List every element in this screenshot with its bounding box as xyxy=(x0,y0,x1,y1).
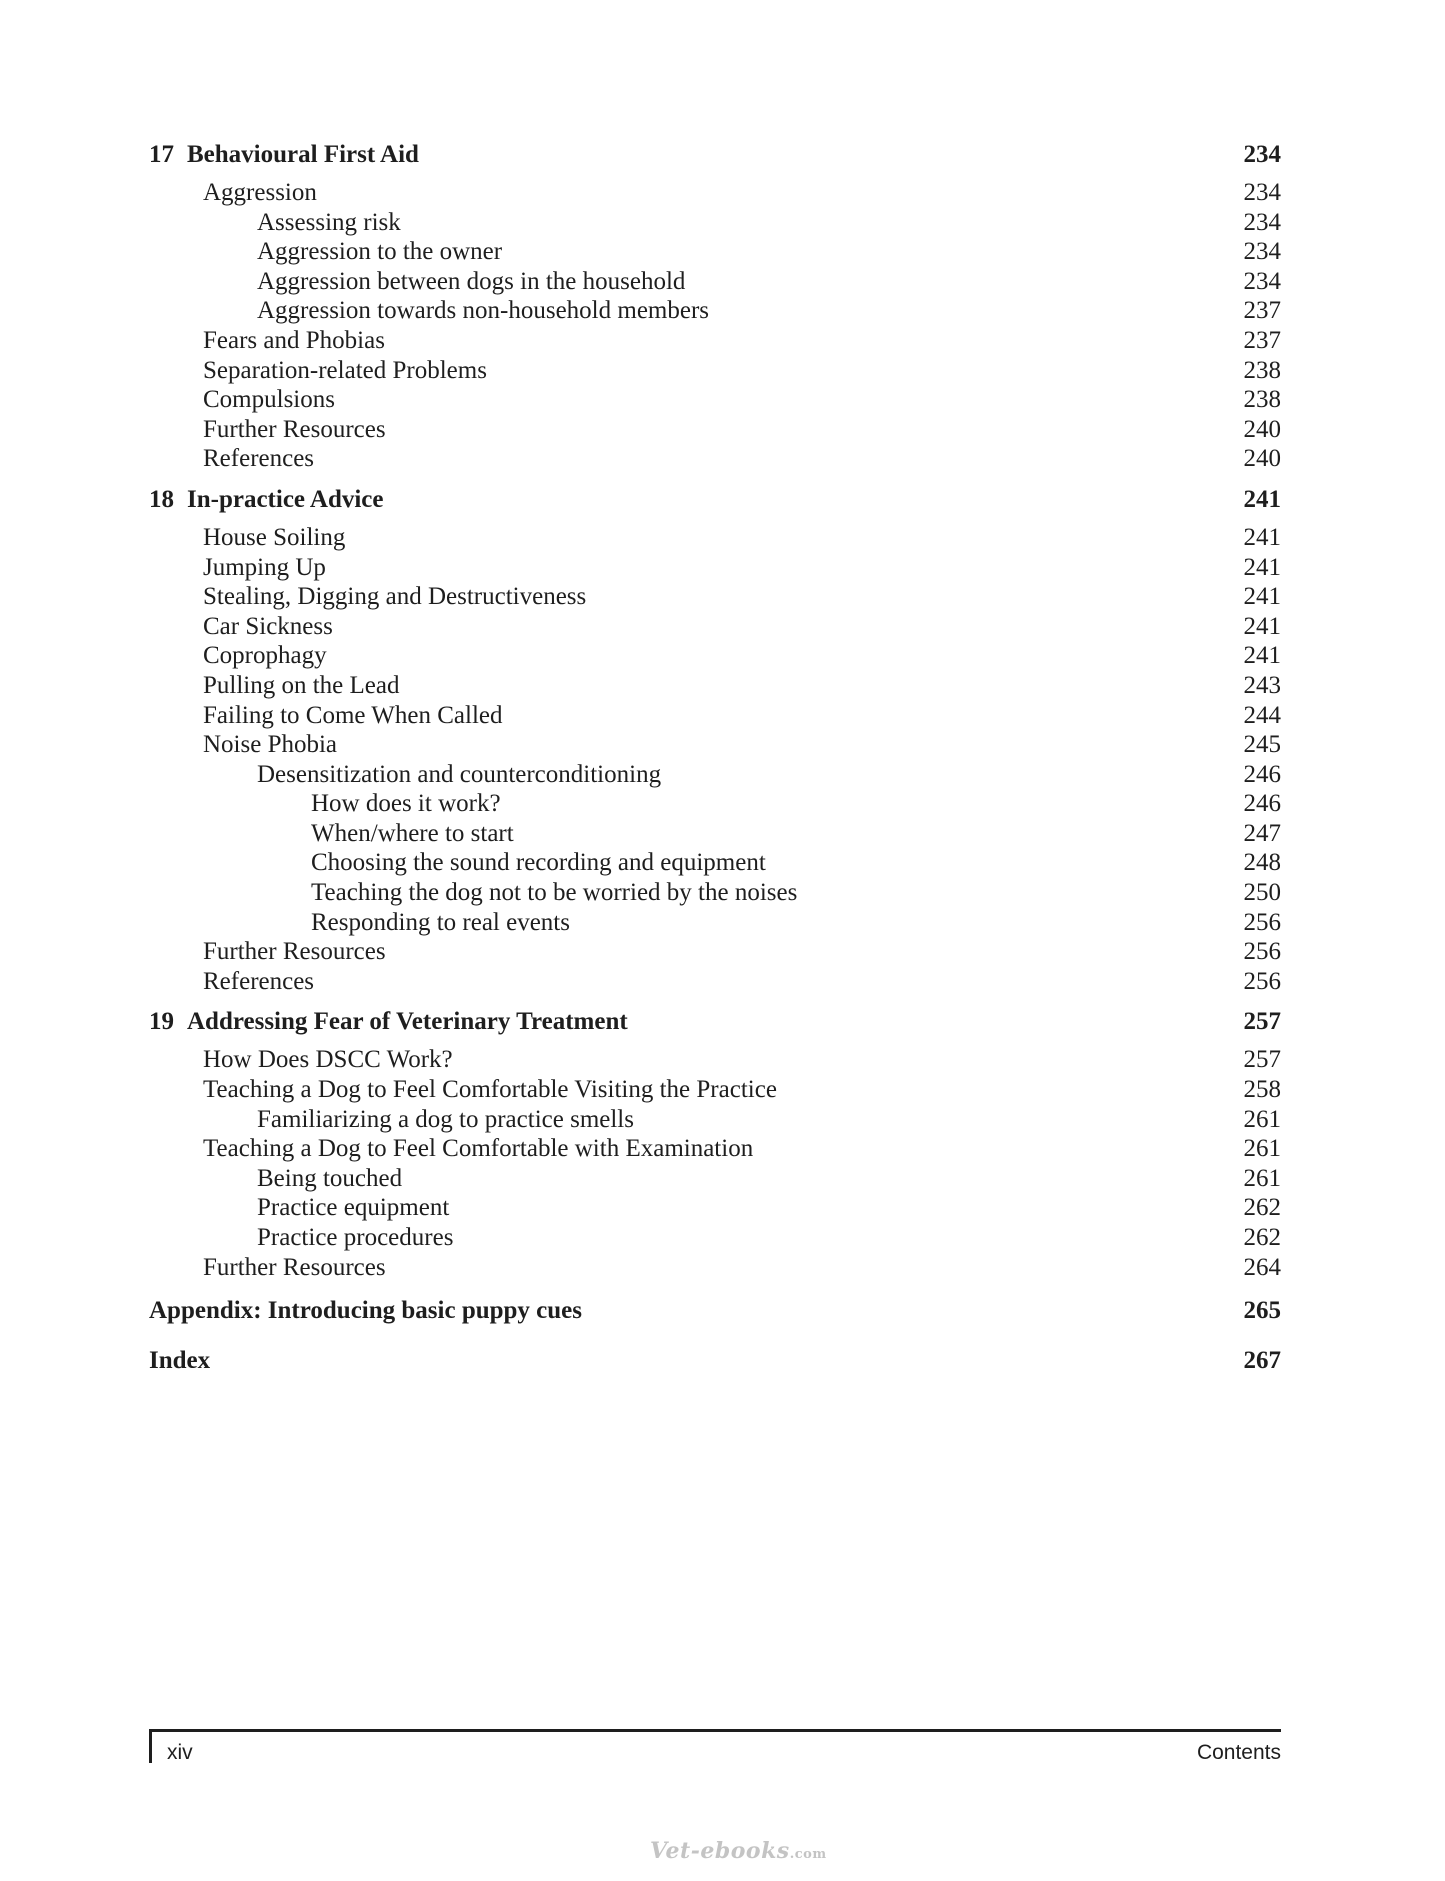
toc-page-number: 246 xyxy=(1243,760,1281,788)
toc-page-number: 256 xyxy=(1243,938,1281,966)
toc-entry-text: When/where to start xyxy=(311,819,514,847)
toc-entry-title xyxy=(257,1105,634,1135)
toc-entry-title xyxy=(203,553,326,583)
toc-entry-row xyxy=(149,789,1281,819)
toc-page-number: 240 xyxy=(1243,415,1281,443)
toc-entry-row xyxy=(149,326,1281,356)
toc-page-number: 241 xyxy=(1243,553,1281,581)
toc-entry-row xyxy=(149,1253,1281,1283)
toc-entry-title xyxy=(311,878,797,908)
toc-entry-title xyxy=(203,937,386,967)
toc-entry-row xyxy=(149,553,1281,583)
toc-entry-row xyxy=(149,937,1281,967)
toc-entry-text: Teaching a Dog to Feel Comfortable with Examination xyxy=(203,1135,754,1163)
toc-entry-text: Failing to Come When Called xyxy=(203,701,503,729)
toc-entry-title xyxy=(203,356,487,386)
toc-page-number: 234 xyxy=(1243,179,1281,206)
toc-entry-text: Responding to real events xyxy=(311,908,570,936)
toc-entry-title xyxy=(257,1223,453,1253)
toc-entry-title xyxy=(203,730,337,760)
toc-entry-title xyxy=(149,138,419,172)
toc-entry-text: Practice equipment xyxy=(257,1194,450,1222)
toc-entry-title xyxy=(203,582,586,612)
toc-entry-text: Stealing, Digging and Destructiveness xyxy=(203,583,587,611)
toc-entry-row xyxy=(149,208,1281,238)
toc-entry-title xyxy=(149,483,383,517)
toc-entry-text: Aggression xyxy=(203,179,317,206)
toc-entry-text: Teaching the dog not to be worried by the noises xyxy=(311,879,798,907)
toc-entry-row xyxy=(149,385,1281,415)
toc-entry-row xyxy=(149,819,1281,849)
toc-entry-text: Addressing Fear of Veterinary Treatment xyxy=(187,1008,628,1036)
toc-entry-text: Separation-related Problems xyxy=(203,356,487,384)
toc-page-number: 256 xyxy=(1243,967,1281,995)
toc-page-number: 238 xyxy=(1243,386,1281,414)
toc-entry-text: Behavioural First Aid xyxy=(187,141,419,168)
toc-entry-title xyxy=(203,1134,753,1164)
toc-chapter-row xyxy=(149,138,1281,172)
toc-entry-title xyxy=(257,760,661,790)
toc-page-number: 257 xyxy=(1243,1046,1281,1074)
toc-page-number: 243 xyxy=(1243,671,1281,699)
toc-entry-text: Car Sickness xyxy=(203,612,333,640)
toc-entry-title xyxy=(203,326,385,356)
footer-corner-mark xyxy=(149,1729,152,1763)
toc-entry-row xyxy=(149,1075,1281,1105)
toc-page-number: 257 xyxy=(1243,1008,1281,1036)
toc-page-number: 246 xyxy=(1243,790,1281,818)
toc-entry-row xyxy=(149,908,1281,938)
toc-entry-title xyxy=(257,1164,402,1194)
toc-entry-row xyxy=(149,1193,1281,1223)
watermark-logo xyxy=(650,1838,827,1864)
toc-entry-row xyxy=(149,641,1281,671)
toc-entry-text: Index xyxy=(149,1347,211,1375)
toc-entry-title xyxy=(311,819,514,849)
toc-entry-title xyxy=(203,523,345,553)
toc-entry-text: Appendix: Introducing basic puppy cues xyxy=(149,1297,583,1325)
toc-entry-title xyxy=(257,296,709,326)
toc-entry-text: References xyxy=(203,967,315,995)
running-head: Contents xyxy=(1196,1741,1281,1764)
toc-page-number: 265 xyxy=(1243,1297,1281,1325)
toc-page-number: 261 xyxy=(1243,1135,1281,1163)
toc-entry-row xyxy=(149,701,1281,731)
toc-entry-text: Choosing the sound recording and equipment xyxy=(311,849,766,877)
toc-entry-row xyxy=(149,296,1281,326)
toc-entry-row xyxy=(149,523,1281,553)
chapter-number: 19 xyxy=(149,1008,174,1036)
toc-entry-text: Further Resources xyxy=(203,415,386,443)
toc-entry-title xyxy=(203,444,314,474)
chapter-number: 18 xyxy=(149,485,174,513)
toc-entry-text: Teaching a Dog to Feel Comfortable Visiting the Practice xyxy=(203,1076,777,1104)
toc-entry-text: Aggression between dogs in the household xyxy=(257,267,686,295)
toc-page-number: 237 xyxy=(1243,297,1281,325)
toc-page-number: 241 xyxy=(1243,485,1281,513)
toc-entry-row xyxy=(149,671,1281,701)
toc-entry-title xyxy=(311,789,501,819)
toc-page-number: 238 xyxy=(1243,356,1281,384)
toc-page-number: 267 xyxy=(1243,1347,1281,1375)
toc-entry-title xyxy=(203,415,386,445)
toc-page-number: 258 xyxy=(1243,1076,1281,1104)
toc-entry-title xyxy=(203,967,314,997)
toc-page-number: 264 xyxy=(1243,1253,1281,1281)
page-number: xiv xyxy=(167,1741,193,1764)
toc-page-number: 241 xyxy=(1243,523,1281,551)
watermark-suffix: .com xyxy=(789,1847,827,1862)
toc-entry-text: In-practice Advice xyxy=(187,485,384,513)
toc-page-number: 247 xyxy=(1243,819,1281,847)
toc-entry-title xyxy=(257,1193,449,1223)
toc-entry-text: Further Resources xyxy=(203,938,386,966)
toc-entry-title xyxy=(257,208,401,238)
toc-entry-text: Compulsions xyxy=(203,386,335,414)
toc-entry-text: Coprophagy xyxy=(203,642,327,670)
toc-entry-title xyxy=(203,1045,453,1075)
toc-page-number: 244 xyxy=(1243,701,1281,729)
page-footer xyxy=(149,1729,1281,1763)
toc-chapter-row xyxy=(149,1005,1281,1039)
toc-page-number: 262 xyxy=(1243,1224,1281,1251)
toc-entry-row xyxy=(149,612,1281,642)
toc-entry-title xyxy=(203,701,503,731)
toc-entry-title xyxy=(311,908,570,938)
toc-entry-row xyxy=(149,1134,1281,1164)
toc-entry-text: Familiarizing a dog to practice smells xyxy=(257,1105,634,1133)
toc-entry-title xyxy=(149,1294,582,1328)
toc-entry-row xyxy=(149,356,1281,386)
chapter-number: 17 xyxy=(149,141,174,168)
toc-entry-row xyxy=(149,1045,1281,1075)
toc-page-number: 241 xyxy=(1243,612,1281,640)
table-of-contents xyxy=(149,138,1281,1384)
toc-entry-row xyxy=(149,267,1281,297)
toc-entry-text: Jumping Up xyxy=(203,553,326,581)
toc-page-number: 261 xyxy=(1243,1164,1281,1192)
toc-entry-row xyxy=(149,848,1281,878)
toc-entry-text: Aggression towards non-household members xyxy=(257,297,710,325)
toc-entry-row xyxy=(149,444,1281,474)
footer-rule xyxy=(149,1729,1281,1732)
toc-entry-row xyxy=(149,760,1281,790)
toc-page-number: 262 xyxy=(1243,1194,1281,1222)
toc-entry-text: How does it work? xyxy=(311,790,501,818)
toc-entry-row xyxy=(149,1105,1281,1135)
toc-entry-row xyxy=(149,582,1281,612)
toc-page-number: 241 xyxy=(1243,583,1281,611)
toc-page-number: 245 xyxy=(1243,731,1281,759)
toc-entry-row xyxy=(149,967,1281,997)
toc-entry-text: Practice procedures xyxy=(257,1224,454,1251)
toc-entry-title xyxy=(203,612,333,642)
toc-page-number: 234 xyxy=(1243,208,1281,236)
toc-chapter-row xyxy=(149,1294,1281,1328)
toc-entry-title xyxy=(203,178,317,208)
toc-page-number: 241 xyxy=(1243,642,1281,670)
toc-entry-title xyxy=(203,671,400,701)
toc-entry-title xyxy=(257,237,502,267)
toc-entry-row xyxy=(149,237,1281,267)
toc-entry-text: Aggression to the owner xyxy=(257,238,503,266)
toc-entry-text: Further Resources xyxy=(203,1253,386,1281)
toc-page-number: 256 xyxy=(1243,908,1281,936)
toc-entry-title xyxy=(203,1075,777,1105)
toc-entry-text: Assessing risk xyxy=(257,208,401,236)
toc-page-number: 234 xyxy=(1243,141,1281,168)
toc-entry-title xyxy=(149,1005,628,1039)
toc-entry-text: Noise Phobia xyxy=(203,731,338,759)
toc-page-number: 234 xyxy=(1243,267,1281,295)
toc-entry-row xyxy=(149,415,1281,445)
toc-entry-text: Being touched xyxy=(257,1164,403,1192)
toc-entry-title xyxy=(203,385,335,415)
toc-entry-row xyxy=(149,878,1281,908)
toc-entry-text: Pulling on the Lead xyxy=(203,671,400,699)
toc-entry-row xyxy=(149,1164,1281,1194)
toc-page-number: 250 xyxy=(1243,879,1281,907)
toc-page-number: 237 xyxy=(1243,326,1281,354)
toc-chapter-row xyxy=(149,1344,1281,1378)
toc-entry-title xyxy=(257,267,685,297)
toc-page-number: 240 xyxy=(1243,445,1281,473)
toc-entry-row xyxy=(149,730,1281,760)
toc-entry-text: References xyxy=(203,445,315,473)
toc-page-number: 234 xyxy=(1243,238,1281,266)
toc-entry-row xyxy=(149,1223,1281,1253)
toc-entry-row xyxy=(149,178,1281,208)
toc-page-number: 248 xyxy=(1243,849,1281,877)
toc-entry-text: Fears and Phobias xyxy=(203,326,385,354)
toc-entry-text: House Soiling xyxy=(203,523,346,551)
watermark-text: Vet-ebooks xyxy=(650,1838,790,1864)
toc-chapter-row xyxy=(149,483,1281,517)
toc-entry-title xyxy=(203,641,327,671)
toc-entry-title xyxy=(149,1344,210,1378)
toc-entry-text: How Does DSCC Work? xyxy=(203,1046,453,1074)
toc-entry-title xyxy=(203,1253,386,1283)
toc-entry-text: Desensitization and counterconditioning xyxy=(257,760,662,788)
toc-page-number: 261 xyxy=(1243,1105,1281,1133)
toc-entry-title xyxy=(311,848,766,878)
